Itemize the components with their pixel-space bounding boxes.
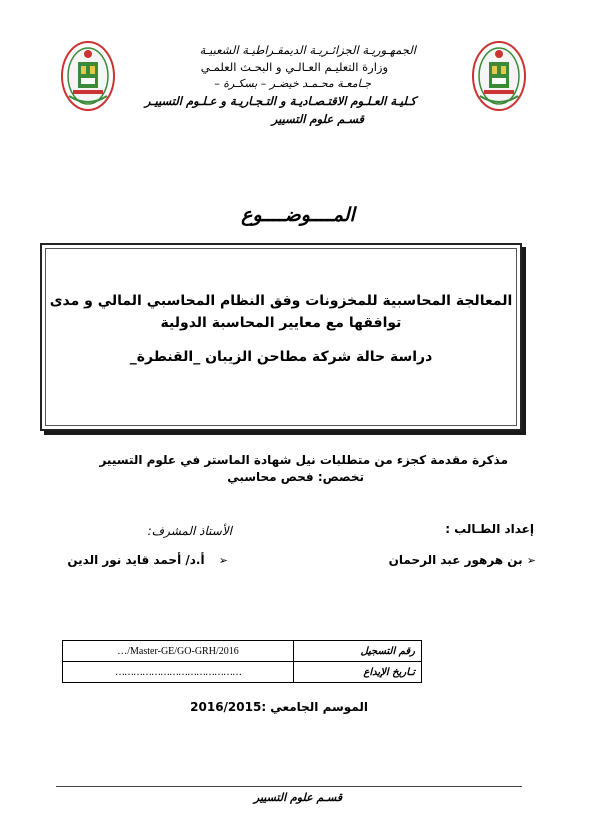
arrow-icon: ➢ [526, 554, 536, 567]
footer-department: قسـم علوم التسيير [253, 791, 343, 804]
table-row [63, 662, 422, 683]
registration-table [62, 640, 422, 683]
header-faculty: كـليـة العـلـوم الاقتـصـاديـة و التـجـاريـة و عـلـوم التسييـر [144, 94, 416, 108]
table-row [63, 641, 422, 662]
deposit-date-label: تـاريخ الإيداع [294, 662, 422, 683]
university-emblem-icon [470, 38, 528, 116]
thesis-title-line-1: المعالجة المحاسبية للمخزونات وفق النظام المحاسبي المالي و مدى [49, 293, 513, 309]
registration-number-value: …/Master-GE/GO-GRH/2016 [63, 641, 294, 662]
header-department: قسـم علوم التسيير [271, 112, 364, 126]
student-row [389, 553, 536, 567]
student-label: إعداد الطـالب : [445, 522, 534, 536]
university-logo-right [470, 38, 528, 116]
header-republic: الجمهـوريـة الجزائـريـة الديمقـراطيـة الشعبيـة [199, 43, 416, 57]
arrow-icon: ➢ [218, 554, 228, 567]
header-ministry: وزارة التعليـم العـالـي و البحـث العلمـي [200, 60, 388, 74]
university-emblem-icon [59, 38, 117, 116]
academic-year: الموسم الجامعي :2016/2015 [190, 700, 368, 714]
supervisor-row [67, 553, 228, 567]
registration-number-label: رقم التسجيل [294, 641, 422, 662]
title-box-inner-border [45, 248, 517, 426]
thesis-specialization: تخصص: فحص محاسبي [227, 470, 364, 484]
header-university: جـامعـة محـمـد خيضـر – بسكـرة – [214, 77, 371, 90]
title-box [40, 243, 522, 431]
case-study-line: دراسة حالة شركة مطاحن الزيبان _القنطرة_ [129, 349, 433, 365]
student-name: بن هرهور عبد الرحمان [388, 553, 523, 567]
subject-heading: المــــوضــــوع [241, 204, 355, 226]
deposit-date-value: …………………………………… [63, 662, 294, 683]
supervisor-label: الأستاذ المشرف: [147, 524, 232, 538]
thesis-description: مذكرة مقدمة كجزء من متطلبات نيل شهادة الماستر في علوم التسيير [99, 453, 508, 467]
supervisor-name: أ.د/ أحمد قايد نور الدين [67, 553, 205, 567]
thesis-title-line-2: توافقها مع معايير المحاسبة الدولية [160, 315, 402, 331]
university-logo-left [59, 38, 117, 116]
footer-divider [56, 786, 522, 787]
